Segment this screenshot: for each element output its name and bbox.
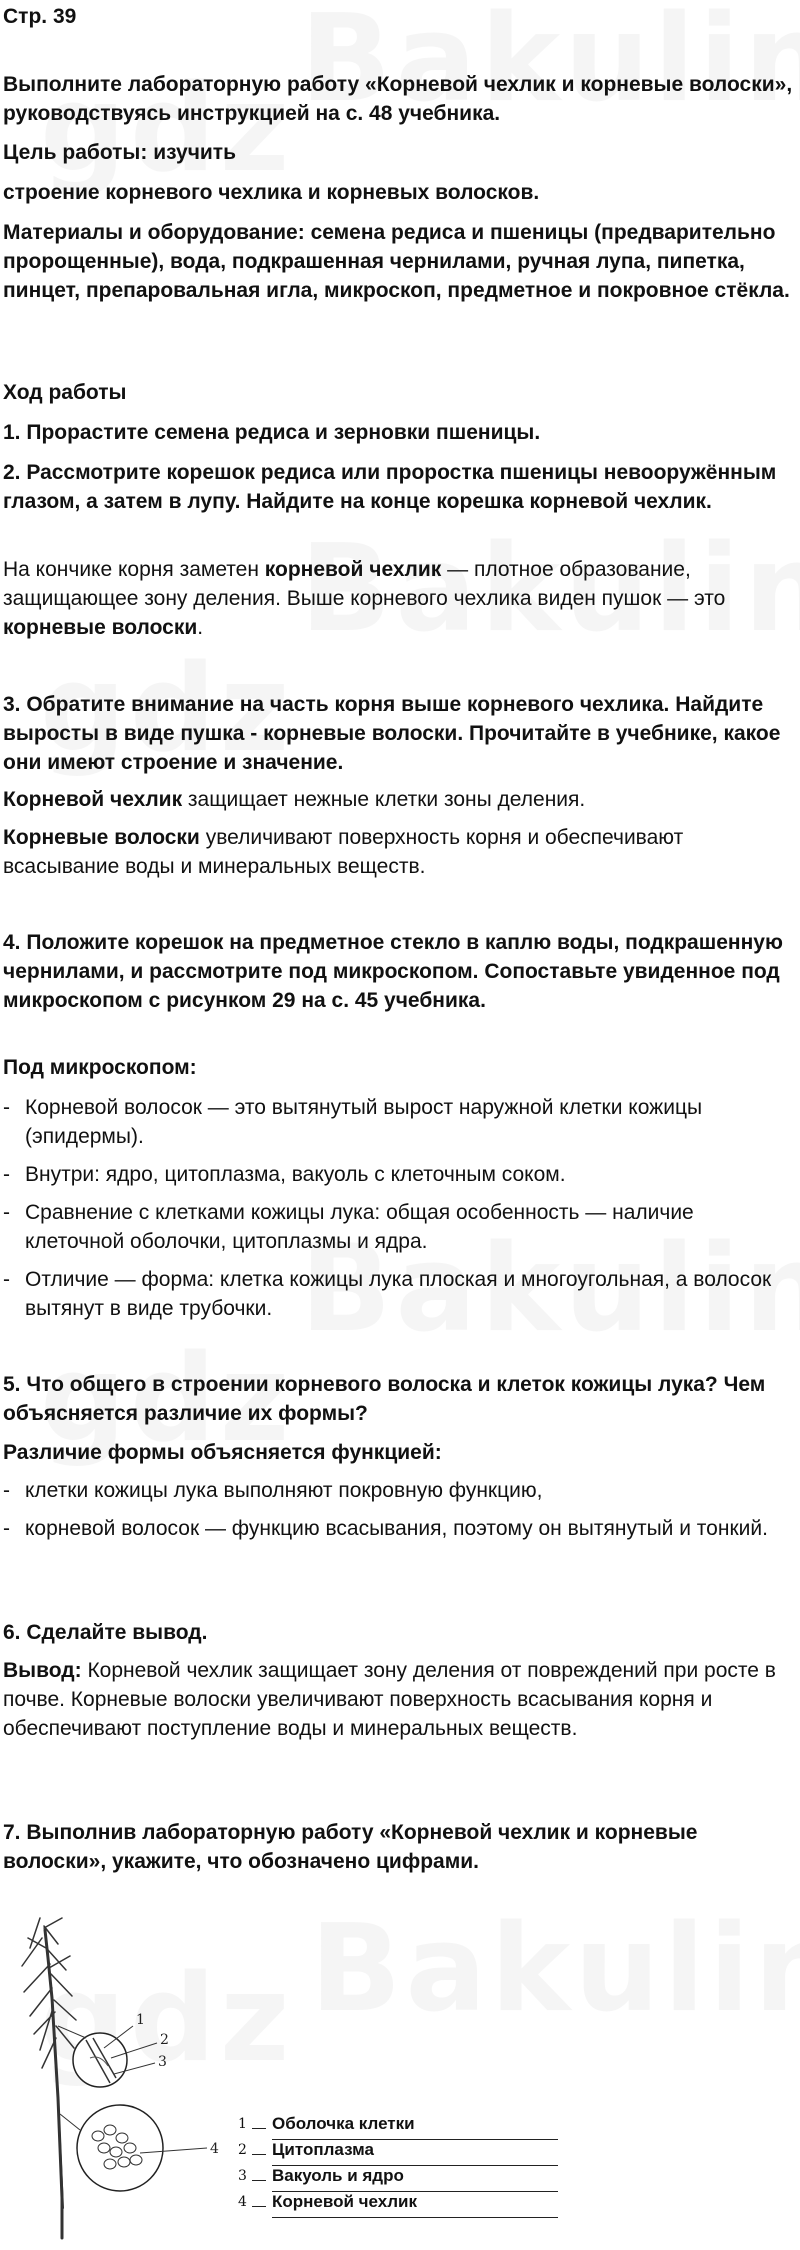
answer-label: Корневой чехлик [272,2192,417,2211]
list-item-text: Сравнение с клетками кожицы лука: общая особенность — наличие клеточной оболочки, цитоплазмы и ядра. [25,1201,694,1253]
answer-term: корневой чехлик [264,558,442,581]
list-item-text: клетки кожицы лука выполняют покровную функцию, [25,1479,543,1502]
step-3-question: 3. Обратите внимание на часть корня выше корневого чехлика. Найдите выросты в виде пушка - корневые волоски. Прочитайте в учебнике, какое они имеют строение и значение. [3,693,781,774]
progress-heading: Ход работы [3,381,127,404]
root-illustration [22,1918,76,2238]
materials: Материалы и оборудование: семена редиса и пшеницы (предварительно пророщенные), вода, подкрашенная чернилами, ручная лупа, пипетка, пинцет, препаровальная игла, микроскоп, предметное и покровное стёкла. [3,221,790,302]
list-item-text: Корневой волосок — это вытянутый вырост наружной клетки кожицы (эпидермы). [25,1096,703,1148]
list-item-text: Отличие — форма: клетка кожицы лука плоская и многоугольная, а волосок вытянут в виде трубочки. [25,1268,772,1320]
pointer-number-4: 4 [210,2141,219,2157]
answer-label: Вакуоль и ядро [272,2166,404,2185]
pointer-number-1: 1 [136,2012,145,2028]
page-number: Стр. 39 [3,5,77,28]
conclusion-label: Вывод: [3,1659,82,1682]
answer-term: Корневые волоски [3,826,200,849]
answer-label: Оболочка клетки [272,2114,415,2133]
answer-number: 4 [238,2194,247,2210]
step-2-question: 2. Рассмотрите корешок редиса или проростка пшеницы невооружённым глазом, а затем в лупу. Найдите на конце корешка корневой чехлик. [3,461,777,513]
step-5-question: 5. Что общего в строении корневого волоска и клеток кожицы лука? Чем объясняется различие их формы? [3,1373,766,1425]
step-6-question: 6. Сделайте вывод. [3,1621,208,1644]
answer-dash [252,2180,266,2181]
answer-term: Корневой чехлик [3,788,183,811]
list-dash: - [3,1163,10,1186]
answer-row-3 [238,2166,558,2192]
answer-text: защищает нежные клетки зоны деления. [182,788,586,811]
answer-term: корневые волоски [3,616,198,639]
list-item-text: Внутри: ядро, цитоплазма, вакуоль с клеточным соком. [25,1163,566,1186]
answer-text: — плотное образование, защищающее зону деления. Выше корневого чехлика виден пушок — это [3,558,726,610]
list-dash: - [3,1479,10,1502]
root-figure [0,1908,800,2245]
step-4-question: 4. Положите корешок на предметное стекло в каплю воды, подкрашенную чернилами, и рассмотрите под микроскопом. Сопоставьте увиденное под микроскопом с рисунком 29 на с. 45 учебника. [3,931,783,1012]
answer-number: 3 [238,2168,247,2184]
answer-text: увеличивают поверхность корня и обеспечивают всасывание воды и минеральных веществ. [3,826,684,878]
answer-text: . [197,616,204,639]
answer-dash [252,2154,266,2155]
answer-label: Цитоплазма [272,2140,374,2159]
step-1: 1. Прорастите семена редиса и зерновки пшеницы. [3,421,541,444]
answer-number: 1 [238,2116,247,2132]
list-dash: - [3,1201,10,1224]
step-2-answer [3,555,795,642]
goal-text: строение корневого чехлика и корневых волосков. [3,181,540,204]
task-instruction: Выполните лабораторную работу «Корневой чехлик и корневые волоски», руководствуясь инструкцией на с. 48 учебника. [3,73,793,125]
step-3-answer-1 [3,785,795,814]
conclusion [3,1656,795,1743]
answer-underline [272,2217,558,2218]
answer-number: 2 [238,2142,247,2158]
list-dash: - [3,1517,10,1540]
pointer-number-3: 3 [158,2054,167,2070]
answer-row-1 [238,2114,558,2140]
answer-dash [252,2206,266,2207]
list-dash: - [3,1096,10,1119]
list-dash: - [3,1268,10,1291]
answer-row-4 [238,2192,558,2218]
step-5-subheading: Различие формы объясняется функцией: [3,1441,442,1464]
answer-row-2 [238,2140,558,2166]
step-7-question: 7. Выполнив лабораторную работу «Корневой чехлик и корневые волоски», укажите, что обозначено цифрами. [3,1821,698,1873]
pointer-number-2: 2 [160,2032,169,2048]
magnified-tip-circle [77,2105,163,2191]
step-3-answer-2 [3,823,795,881]
list-item-text: корневой волосок — функцию всасывания, поэтому он вытянутый и тонкий. [25,1517,768,1540]
step-4-subheading: Под микроскопом: [3,1056,197,1079]
magnified-hair-circle [73,2033,127,2087]
conclusion-text: Корневой чехлик защищает зону деления от повреждений при росте в почве. Корневые волоски увеличивают поверхность всасывания корня и обеспечивают поступление воды и минеральных веществ. [3,1659,776,1740]
goal-label: Цель работы: изучить [3,141,236,164]
answer-text: На кончике корня заметен [3,558,265,581]
answer-dash [252,2128,266,2129]
